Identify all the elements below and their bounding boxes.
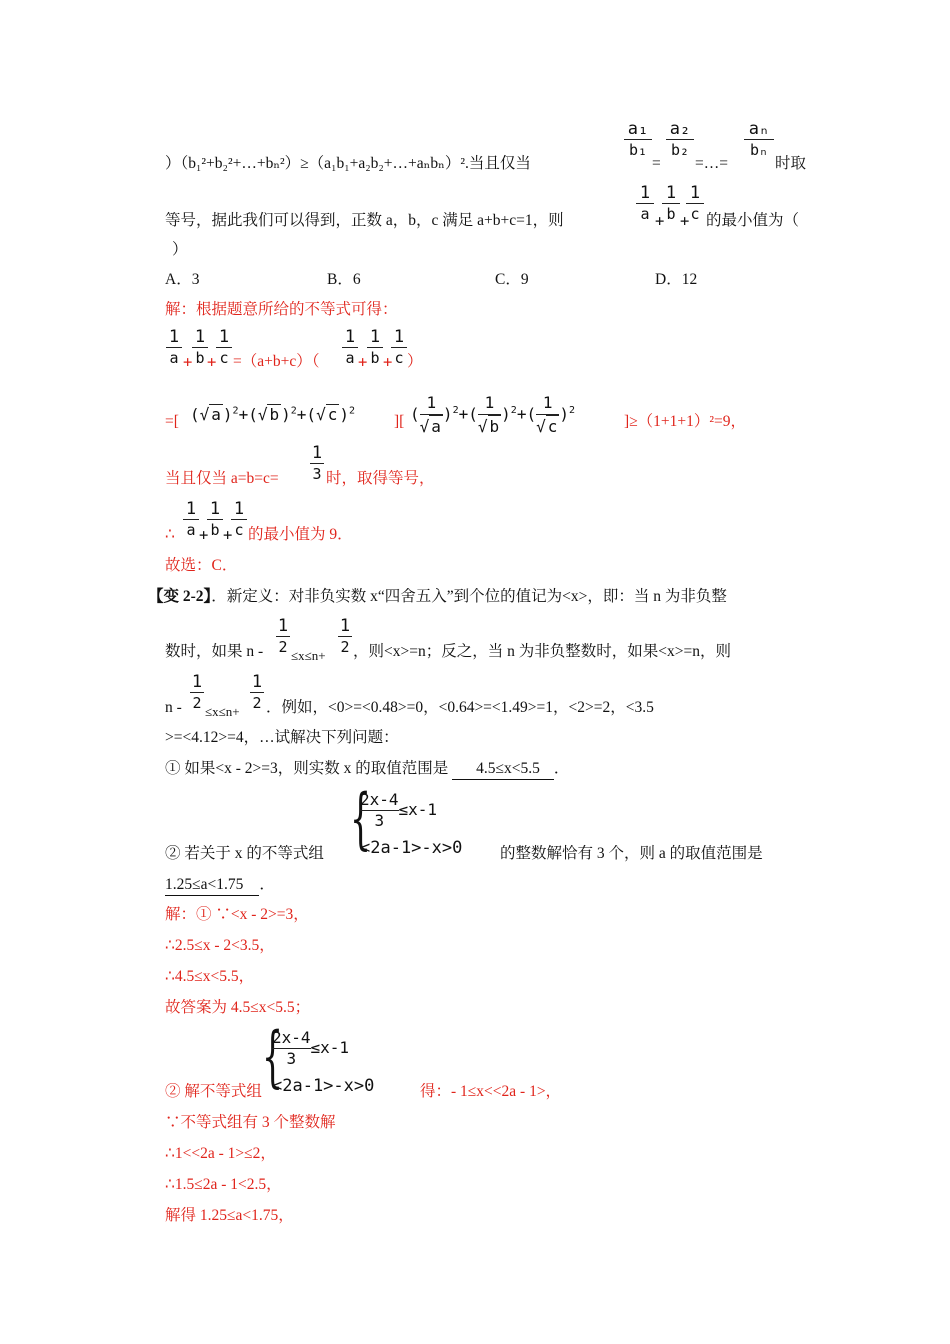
solution2-line7: ∴1<<2a - 1>≤2， (165, 1145, 276, 1162)
fraction-a1-b1 (624, 120, 652, 159)
problem1-line2-tail: 的最小值为（ (706, 212, 800, 229)
sqrt-expression-2: ( $\frac{1}{√ a}$ )$^2$+( $\frac{1}{√ b}$ )$^2$+( $\frac{1}{√ c}$ )$^2$ (410, 393, 576, 436)
question2-answer: 1.25≤a<1.75 (165, 875, 259, 896)
system-bottom: <2a-1>-x>0 (360, 838, 463, 858)
fraction-a2-b2: a₂ b₂ (666, 120, 694, 159)
question1-answer: 4.5≤x<5.5 (452, 759, 554, 780)
problem2-line1: 【变 2-2】．新定义：对非负实数 x“四舍五入”到个位的值记为<x>，即：当 n 为非负整 (148, 588, 727, 605)
fraction-1-2: 1 2 (191, 672, 203, 712)
problem2-line4: >=<4.12>=4，…试解决下列问题： (165, 729, 399, 746)
fraction-1-a: 1 a (166, 328, 182, 367)
solution1-answer: 故选：C． (165, 557, 238, 574)
solution2-line9: 解得 1.25≤a<1.75， (165, 1207, 294, 1224)
bracket-mid: ][ (394, 413, 405, 430)
numerator: a₁ (627, 119, 649, 139)
plus-sign: + (655, 212, 665, 230)
solution1-intro: 解：根据题意所给的不等式可得： (165, 301, 398, 318)
problem1-line2: 等号，据此我们可以得到，正数 a，b，c 满足 a+b+c=1，则 (165, 212, 564, 229)
option-b: B．6 (327, 271, 361, 288)
problem1-line3: ） (172, 241, 188, 258)
equals-sign: = (652, 155, 661, 172)
fraction-1-c: 1 c (686, 184, 704, 223)
system-bottom: <2a-1>-x>0 (272, 1076, 375, 1096)
plus-sign: + (680, 212, 690, 230)
brace-icon: { (262, 1018, 283, 1095)
brace-icon: { (350, 780, 371, 857)
denominator: b₁ (628, 141, 648, 159)
solution2-system-pre: ② 解不等式组 (165, 1083, 262, 1100)
solution2-line4: 故答案为 4.5≤x<5.5； (165, 999, 311, 1016)
solution2-line3: ∴4.5≤x<5.5， (165, 968, 255, 985)
therefore-symbol: ∴ (165, 526, 175, 543)
fraction-1-b: 1 b (367, 328, 383, 367)
question1: ① 如果<x - 2>=3，则实数 x 的取值范围是 4.5≤x<5.5 ． (165, 759, 569, 780)
fraction-1-2: 1 2 (251, 672, 263, 712)
fraction-an-bn: aₙ bₙ (744, 120, 774, 159)
fraction-1-3: 1 3 (311, 443, 323, 483)
equals-chain: =…= (695, 155, 728, 172)
sqrt-expression-1: (√ a )$^2$+(√ b )$^2$+(√ c )$^2$ (190, 405, 356, 424)
solution2-line2: ∴2.5≤x - 2<3.5， (165, 937, 275, 954)
fraction-1-2: 1 2 (277, 616, 289, 656)
fraction-1-a: 1 a (183, 500, 199, 539)
solution1-eq: =（a+b+c）（ (233, 353, 320, 370)
question2-answer-line: 1.25≤a<1.75 ． (165, 875, 275, 896)
solution2-line6: ∵不等式组有 3 个整数解 (165, 1114, 336, 1131)
option-a: A．3 (165, 271, 200, 288)
problem1-line1: ）（b₁²+b₂²+…+bₙ²）≥（a₁b₁+a₂b₂+…+aₙbₙ）².当且仅当 (165, 155, 531, 172)
shiqu-text: 时取 (775, 155, 807, 172)
fraction-1-c: 1 c (216, 328, 232, 367)
question2-pre: ② 若关于 x 的不等式组 (165, 845, 324, 862)
fraction-1-c: 1 c (231, 500, 247, 539)
option-d: D．12 (655, 271, 698, 288)
bracket-open: =[ (165, 413, 179, 430)
bracket-close-result: ]≥（1+1+1）²=9， (624, 413, 747, 430)
question2-post: 的整数解恰有 3 个，则 a 的取值范围是 (500, 845, 763, 862)
fraction-1-b: 1 b (192, 328, 208, 367)
problem2-tag: 【变 2-2】 (148, 588, 212, 605)
fraction-1-2: 1 2 (339, 616, 351, 656)
fraction-1-a: 1 a (636, 184, 654, 223)
fraction-1-b: 1 b (662, 184, 680, 223)
fraction-1-a: 1 a (342, 328, 358, 367)
solution2-line8: ∴1.5≤2a - 1<2.5， (165, 1176, 282, 1193)
system-top: $\frac{2x-4}{3}$ ≤x-1 (360, 790, 438, 830)
solution2-line1: 解：① ∵<x - 2>=3， (165, 906, 309, 923)
fraction-1-c: 1 c (391, 328, 407, 367)
option-c: C．9 (495, 271, 529, 288)
fraction-1-b: 1 b (207, 500, 223, 539)
solution1-equality-cond: 当且仅当 a=b=c= (165, 470, 279, 487)
solution2-system-post: 得：- 1≤x<<2a - 1>， (420, 1083, 562, 1100)
system-top: $\frac{2x-4}{3}$ ≤x-1 (272, 1028, 350, 1068)
